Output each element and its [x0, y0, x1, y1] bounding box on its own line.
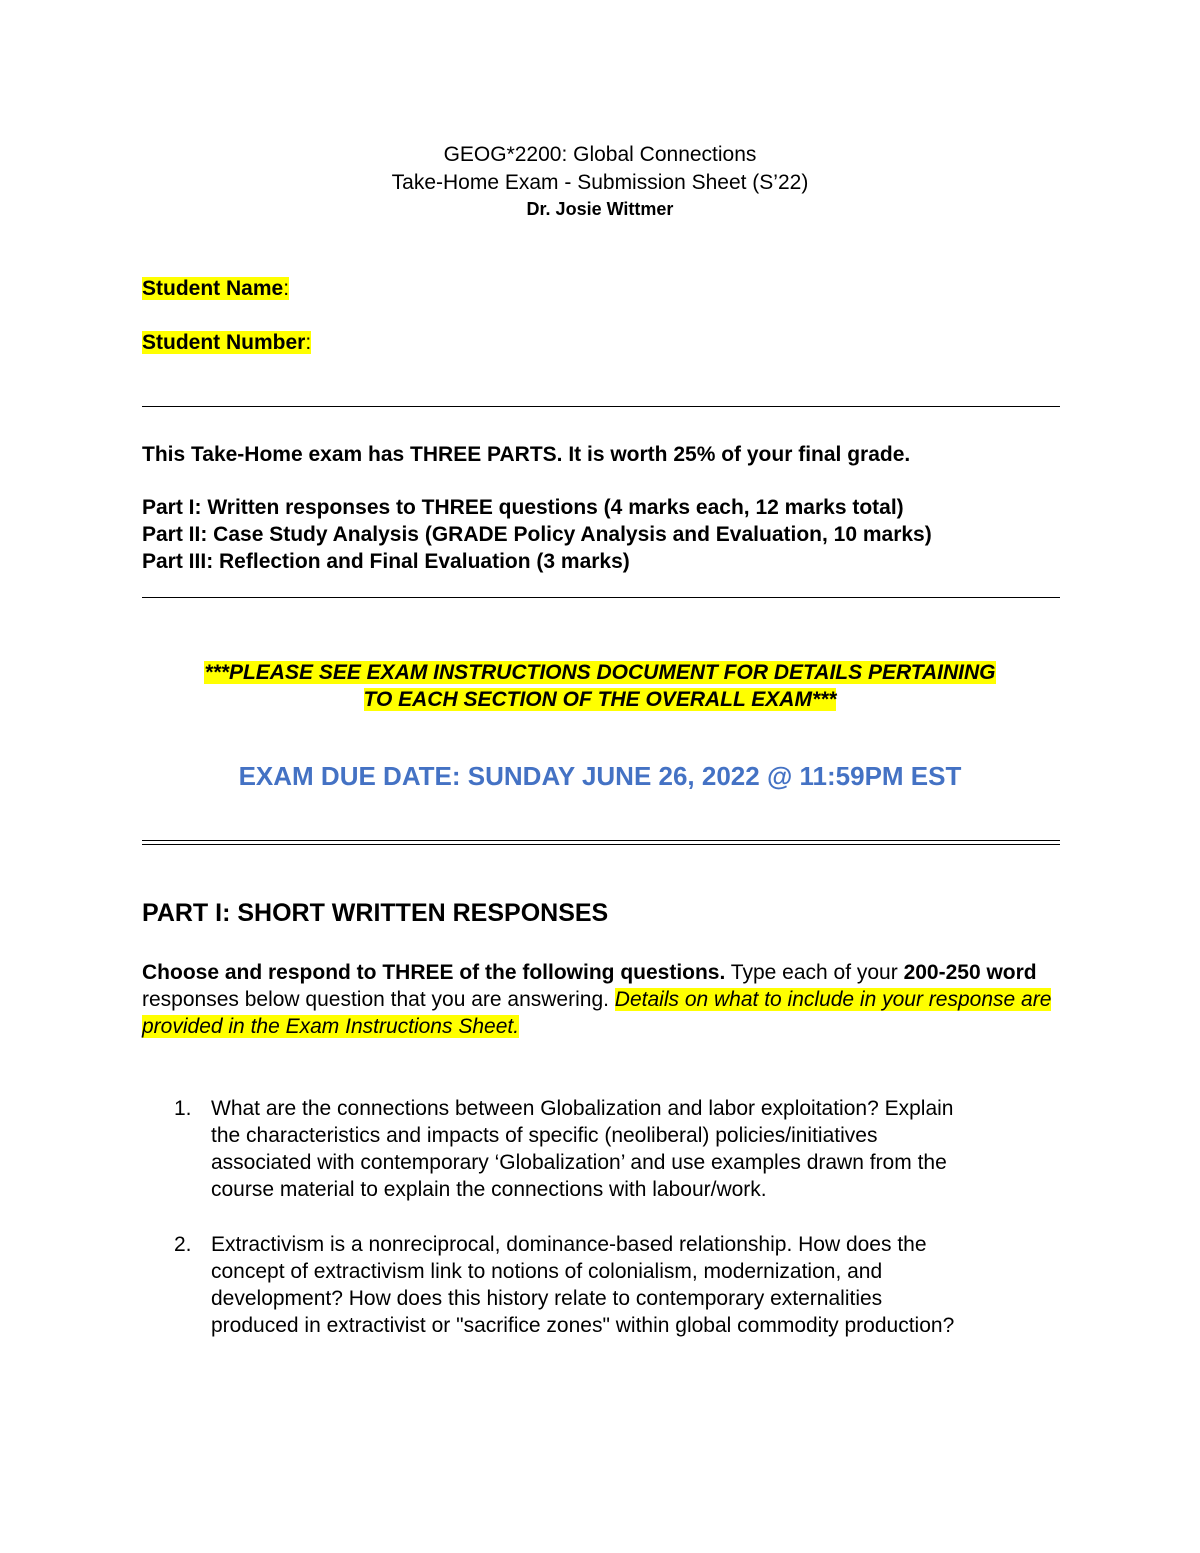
question-line: produced in extractivist or "sacrifice zones" within global commodity production? — [211, 1314, 955, 1337]
exam-summary: This Take-Home exam has THREE PARTS. It is worth 25% of your final grade. — [142, 443, 911, 466]
question-text — [211, 1231, 1061, 1339]
question-line: associated with contemporary ‘Globalization’ and use examples drawn from the — [211, 1151, 947, 1174]
student-number-field — [142, 331, 311, 355]
question-line: development? How does this history relate to contemporary externalities — [211, 1287, 883, 1310]
part-item: Part II: Case Study Analysis (GRADE Policy Analysis and Evaluation, 10 marks) — [142, 523, 932, 546]
part1-instructions — [142, 959, 1062, 1040]
instructions-notice — [0, 659, 1200, 713]
part1-title: PART I: SHORT WRITTEN RESPONSES — [142, 899, 609, 927]
notice-line: TO EACH SECTION OF THE OVERALL EXAM*** — [363, 688, 837, 711]
double-divider — [142, 840, 1060, 845]
notice-line: ***PLEASE SEE EXAM INSTRUCTIONS DOCUMENT FOR DETAILS PERTAINING — [204, 661, 996, 684]
question-number: 2. — [174, 1233, 192, 1256]
exam-subtitle: Take-Home Exam - Submission Sheet (S’22) — [391, 171, 809, 194]
due-date: EXAM DUE DATE: SUNDAY JUNE 26, 2022 @ 11:59PM EST — [238, 761, 962, 791]
student-name-label: Student Name — [142, 277, 284, 300]
question-line: course material to explain the connections with labour/work. — [211, 1178, 767, 1201]
part-item: Part I: Written responses to THREE questions (4 marks each, 12 marks total) — [142, 496, 904, 519]
question-number: 1. — [174, 1097, 192, 1120]
question-line: Extractivism is a nonreciprocal, dominance-based relationship. How does the — [211, 1233, 927, 1256]
intro-bold: Choose and respond to THREE of the following questions. — [142, 961, 726, 984]
parts-list — [142, 494, 1062, 575]
word-count: 200-250 word — [903, 961, 1037, 984]
course-title: GEOG*2200: Global Connections — [443, 143, 757, 166]
question-line: What are the connections between Globalization and labor exploitation? Explain — [211, 1097, 954, 1120]
intro-text: responses below question that you are answering. — [142, 988, 615, 1011]
student-name-field — [142, 277, 289, 301]
intro-text: Type each of your — [725, 961, 904, 984]
question-line: concept of extractivism link to notions of colonialism, modernization, and — [211, 1260, 883, 1283]
part-item: Part III: Reflection and Final Evaluation (3 marks) — [142, 550, 630, 573]
student-name-colon: : — [283, 277, 290, 300]
instructor-name: Dr. Josie Wittmer — [526, 199, 674, 219]
question-line: the characteristics and impacts of specific (neoliberal) policies/initiatives — [211, 1124, 878, 1147]
divider-top — [142, 406, 1060, 407]
intro-highlight: Details on what to include in your response are provided in the Exam Instructions Sheet. — [142, 988, 1052, 1038]
question-text — [211, 1095, 1061, 1203]
student-number-label: Student Number — [142, 331, 306, 354]
student-number-colon: : — [305, 331, 312, 354]
divider-middle — [142, 597, 1060, 598]
